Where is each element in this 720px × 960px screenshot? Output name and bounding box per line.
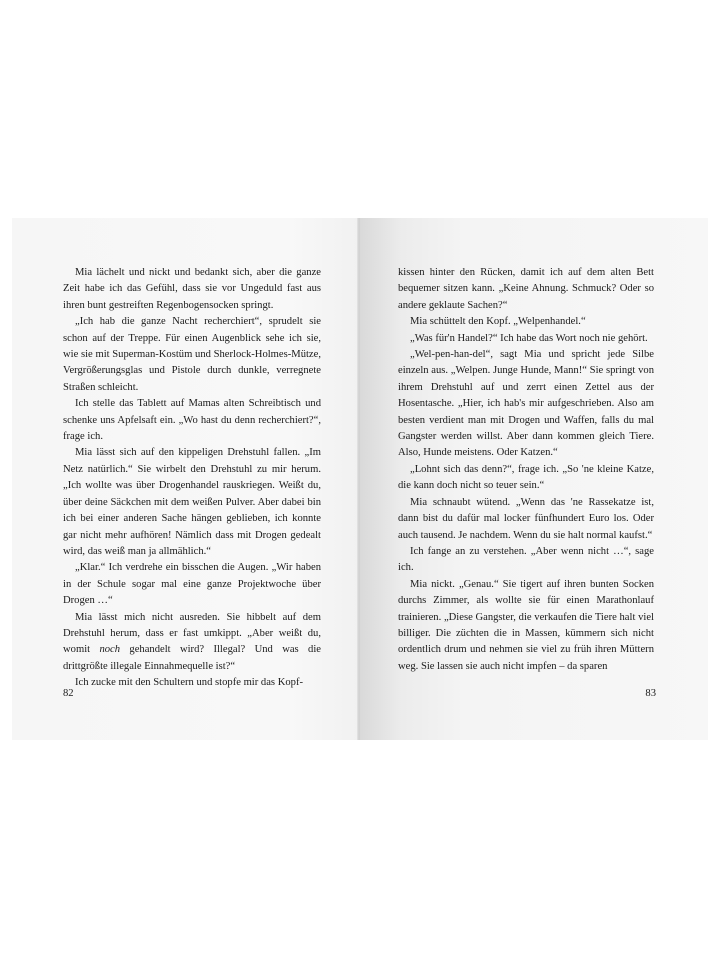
paragraph: „Wel-pen-han-del“, sagt Mia und spricht jede Silbe einzeln aus. „Welpen. Junge Hunde, Mann!“ Sie springt von ihrem Drehstuhl auf und zerrt einen Zettel aus der Hosentasche. „Hier, ich hab's mir aufgeschrieben. Also am besten verdient man mit Drogen und Waffen, falls du mal Gangster werden willst. Aber dann kommen gleich Tiere. Also, Hunde meistens. Oder Katzen.“: [398, 349, 654, 459]
left-page-text: [63, 265, 321, 692]
paragraph-text: Mia lässt mich nicht ausreden. Sie hibbelt auf dem Drehstuhl herum, dass er fast umkippt. „Aber weißt du, womit: [63, 611, 321, 656]
paragraph: Ich stelle das Tablett auf Mamas alten Schreibtisch und schenke uns Apfelsaft ein. „Wo hast du denn recherchiert?“, frage ich.: [63, 398, 321, 443]
paragraph: „Ich hab die ganze Nacht recherchiert“, sprudelt sie schon auf der Treppe. Für einen Augenblick sehe ich sie, wie sie mit Superman-Kostüm und Sherlock-Holmes-Mütze, Vergrößerungsglas und Pistole durch dunkle, verregnete Straßen schleicht.: [63, 316, 321, 393]
emphasized-word: noch: [99, 644, 121, 656]
paragraph: Ich zucke mit den Schultern und stopfe mir das Kopf-: [75, 677, 303, 689]
paragraph: Mia nickt. „Genau.“ Sie tigert auf ihren bunten Socken durchs Zimmer, als wollte sie für einen Marathonlauf trainieren. „Diese Gangster, die verkaufen die Tiere halt viel billiger. Die züchten die in Massen, kümmern sich nicht ordentlich drum und nehmen sie viel zu früh ihren Müttern weg. Sie lassen sie auch nicht impfen – da sparen: [398, 578, 654, 672]
right-page: [360, 218, 708, 740]
page-number-right: 83: [645, 688, 656, 699]
left-page: [12, 218, 358, 740]
paragraph: Mia lächelt und nickt und bedankt sich, aber die ganze Zeit habe ich das Gefühl, dass sie vor Ungeduld fast aus ihren bunt gestreiften Regenbogensocken springt.: [63, 267, 321, 311]
paragraph: Mia schüttelt den Kopf. „Welpenhandel.“: [410, 316, 586, 328]
paragraph: „Was für'n Handel?“ Ich habe das Wort noch nie gehört.: [410, 332, 648, 344]
paragraph-text: gehandelt wird? Illegal? Und was die drittgrößte illegale Einnahmequelle ist?“: [63, 644, 321, 672]
paragraph: Mia lässt sich auf den kippeligen Drehstuhl fallen. „Im Netz natürlich.“ Sie wirbelt den Drehstuhl zu mir herum. „Ich wollte was über Drogenhandel rauskriegen. Weißt du, über deine Säckchen mit dem weißen Pulver. Aber dabei bin ich bei einer anderen Sache hängen geblieben, ich konnte gar nicht mehr aufhören! Nämlich dass mit Drogen gedealt wird, das weiß man ja allmählich.“: [63, 447, 321, 557]
page-number-left: 82: [63, 688, 74, 699]
right-page-text: [398, 265, 654, 675]
paragraph: „Klar.“ Ich verdrehe ein bisschen die Augen. „Wir haben in der Schule sogar mal eine ganze Projektwoche über Drogen …“: [63, 562, 321, 607]
paragraph: kissen hinter den Rücken, damit ich auf dem alten Bett bequemer sitzen kann. „Keine Ahnung. Schmuck? Oder so andere geklaute Sachen?“: [398, 267, 654, 311]
paragraph: [63, 610, 321, 676]
book-spread: [12, 218, 708, 740]
paragraph: „Lohnt sich das denn?“, frage ich. „So 'ne kleine Katze, die kann doch nicht so teuer sein.“: [398, 463, 654, 492]
paragraph: Mia schnaubt wütend. „Wenn das 'ne Rassekatze ist, dann bist du dafür mal locker fünfhundert Euro los. Oder auch tausend. Je nachdem. Wenn du sie halt normal kaufst.“: [398, 496, 654, 541]
paragraph: Ich fange an zu verstehen. „Aber wenn nicht …“, sage ich.: [398, 545, 654, 574]
